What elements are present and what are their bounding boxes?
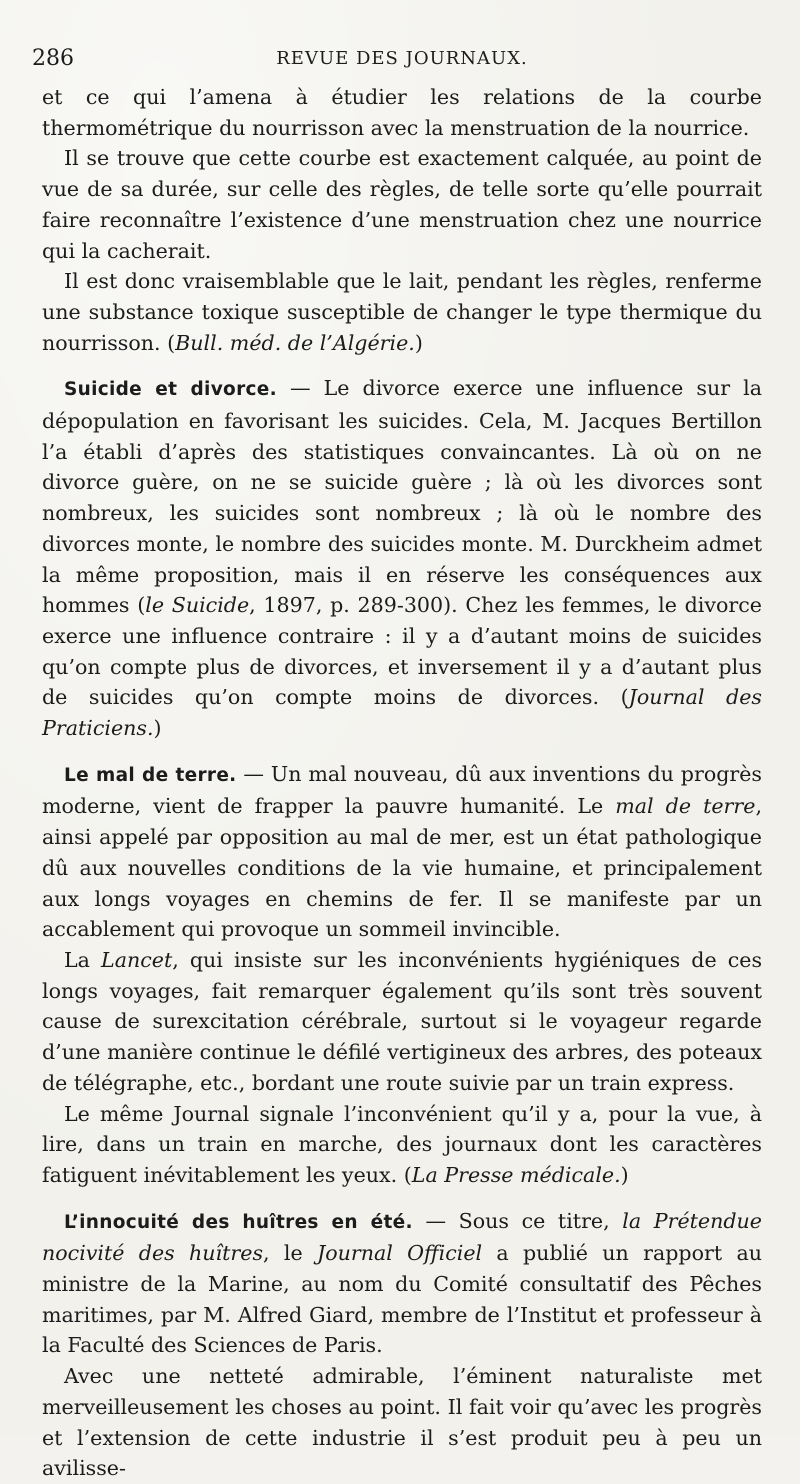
body-text <box>42 82 762 1484</box>
page-number: 286 <box>32 46 74 71</box>
citation: La Presse médicale. <box>411 1162 621 1187</box>
paragraph-toxic-milk: Il est donc vraisemblable que le lait, pendant les règles, renferme une substance toxique susceptible de changer le type thermique du nourrisson. (Bull. méd. de l’Algérie.) <box>42 269 762 355</box>
article-suicide-divorce: Suicide et divorce. — Le divorce exerce une influence sur la dépopulation en favorisant les suicides. Cela, M. Jacques Bertillon l’a établi d’après des statistiques convaincantes. Là où on ne divorce guère, on ne se suicide guère ; là où les divorces sont nombreux, les suicides sont nombreux ; là où le nombre des divorces monte, le nombre des suicides monte. M. Durckheim admet la même proposition, mais il en réserve les conséquences aux hommes (le Suicide, 1897, p. 289-300). Chez les femmes, le divorce exerce une influence contraire : il y a d’autant moins de suicides qu’on compte plus de divorces, et inversement il y a d’autant plus de suicides qu’on compte moins de divorces. (Journal des Praticiens.) <box>42 376 762 741</box>
citation: Bull. méd. de l’Algérie. <box>175 330 415 355</box>
citation: Journal des Praticiens. <box>42 685 762 741</box>
paragraph-thermometric-curve: Il se trouve que cette courbe est exactement calquée, au point de vue de sa durée, sur celle des règles, de telle sorte qu’elle pourrait faire reconnaître l’existence d’une menstruation chez une nourrice qui la cacherait. <box>42 146 762 263</box>
running-head: REVUE DES JOURNAUX. <box>276 48 528 69</box>
article-title: Suicide et divorce. <box>64 379 277 401</box>
paragraph-reading-train: Le même Journal signale l’inconvénient qu’il y a, pour la vue, à lire, dans un train en marche, des journaux dont les caractères fatiguent inévitablement les yeux. (La Presse médicale.) <box>42 1101 762 1187</box>
article-title: Le mal de terre. <box>64 764 237 786</box>
paragraph-naturaliste: Avec une netteté admirable, l’éminent naturaliste met merveilleusement les choses au point. Il fait voir qu’avec les progrès et l’extension de cette industrie il s’est produit peu à peu un avilisse- <box>42 1364 762 1481</box>
article-mal-de-terre: Le mal de terre. — Un mal nouveau, dû aux inventions du progrès moderne, vient de frapper la pauvre humanité. Le mal de terre, ainsi appelé par opposition au mal de mer, est un état pathologique dû aux nouvelles conditions de la vie humaine, et principalement aux longs voyages en chemins de fer. Il se manifeste par un accablement qui provoque un sommeil invincible. <box>42 761 763 942</box>
page-header <box>32 40 762 78</box>
paragraph-continuation: et ce qui l’amena à étudier les relations de la courbe thermométrique du nourrisson avec la menstruation de la nourrice. <box>42 85 762 140</box>
article-huitres: L’innocuité des huîtres en été. — Sous ce titre, la Prétendue nocivité des huîtres, le Journal Officiel a publié un rapport au ministre de la Marine, au nom du Comité consultatif des Pêches maritimes, par M. Alfred Giard, membre de l’Institut et professeur à la Faculté des Sciences de Paris. <box>42 1208 762 1358</box>
paragraph-lancet: La Lancet, qui insiste sur les inconvénients hygiéniques de ces longs voyages, fait remarquer également qu’ils sont très souvent cause de surexcitation cérébrale, surtout si le voyageur regarde d’une manière continue le défilé vertigineux des arbres, des poteaux de télégraphe, etc., bordant une route suivie par un train express. <box>42 947 763 1095</box>
article-title: L’innocuité des huîtres en été. <box>64 1211 413 1233</box>
